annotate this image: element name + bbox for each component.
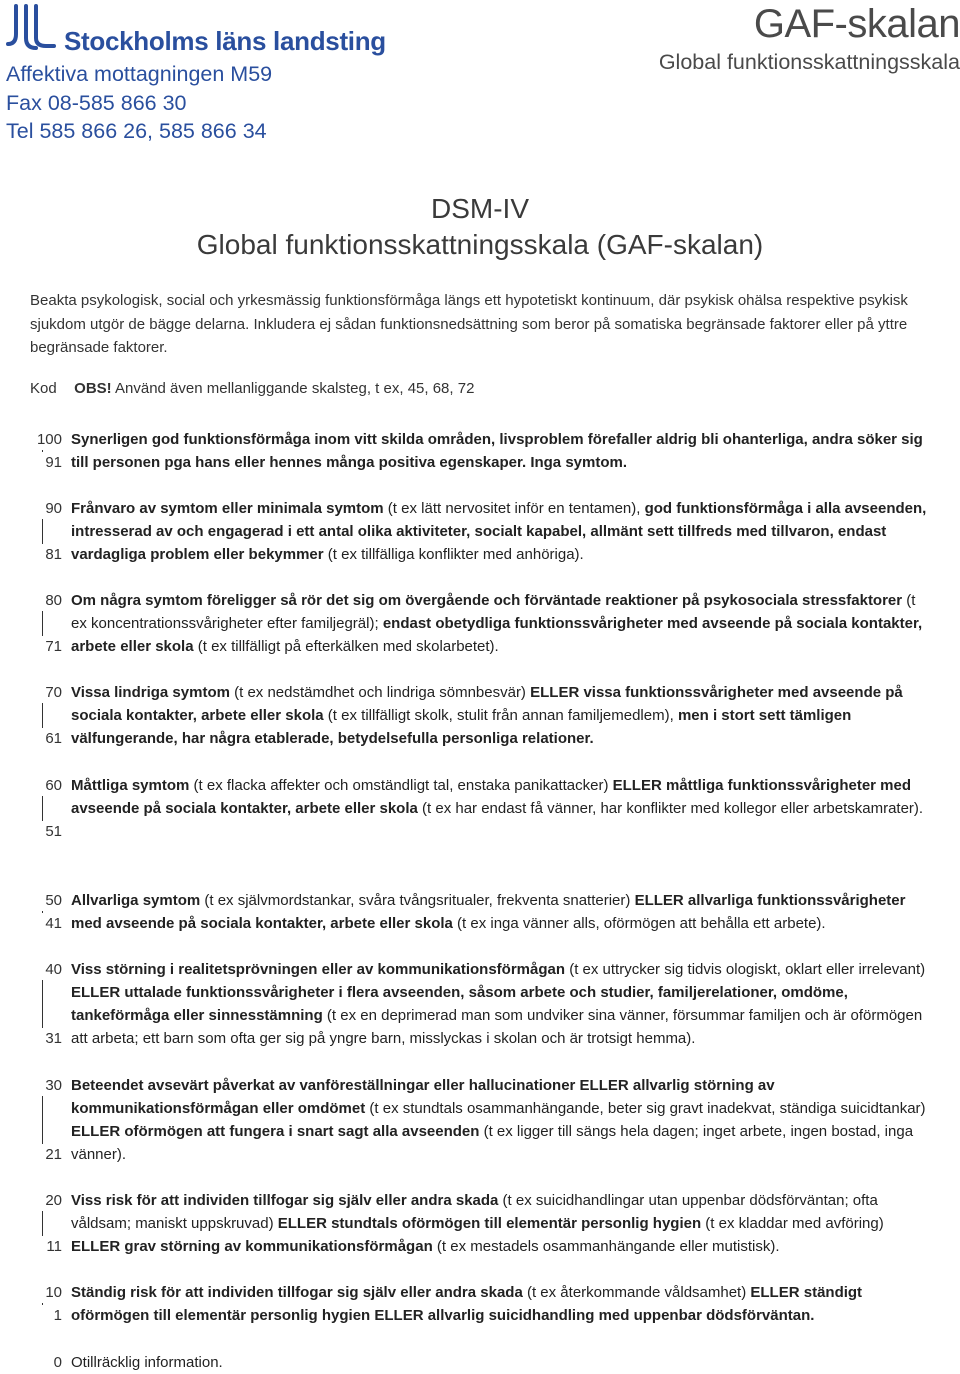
code-high: 60 xyxy=(45,777,62,794)
gaf-section xyxy=(0,958,960,1050)
description-bold-text: Vissa lindriga symtom xyxy=(71,684,230,701)
code-description xyxy=(71,1351,933,1374)
heading-scale: Global funktionsskattningsskala (GAF-skalan) xyxy=(196,229,764,260)
code-range xyxy=(0,1281,62,1327)
description-bold-text: ELLER uttalade funktionssvårigheter i flera avseenden, såsom arbete och studier, familjerelationer, omdöme, tankeförmåga eller sinnesstämning xyxy=(71,984,848,1024)
code-range-line xyxy=(42,450,43,452)
description-text: (t ex kladdar med avföring) xyxy=(701,1215,884,1232)
code-low: 31 xyxy=(45,1030,62,1047)
gaf-section xyxy=(0,589,960,658)
gaf-section xyxy=(0,1281,960,1327)
obs-text: Använd även mellanliggande skalsteg, t ex, 45, 68, 72 xyxy=(111,380,475,397)
code-range xyxy=(0,889,62,935)
description-text: (t ex ligger till sängs hela dagen; inget arbete, ingen bostad, inga vänner). xyxy=(71,1123,914,1163)
description-text: (t ex inga vänner alls, oförmögen att behålla ett arbete). xyxy=(452,915,826,932)
code-high: 100 xyxy=(36,431,62,448)
code-range xyxy=(0,497,62,566)
code-high: 80 xyxy=(45,592,62,609)
description-bold-text: Beteendet avsevärt påverkat av vanföreställningar eller hallucinationer ELLER allvarlig störning av kommunikationsförmågan eller omdömet xyxy=(71,1077,775,1117)
description-text: (t ex uttrycker sig tidvis ologiskt, oklart eller irrelevant) xyxy=(565,961,926,978)
description-bold-text: ELLER måttliga funktionssvårigheter med avseende på sociala kontakter, arbete eller skola xyxy=(71,777,912,817)
description-bold-text: ELLER oförmögen att fungera i snart sagt alla avseenden xyxy=(71,1123,480,1140)
code-range-line xyxy=(42,980,43,1028)
description-bold-text: Ständig risk för att individen tillfogar sig själv eller andra skada xyxy=(71,1284,523,1301)
description-bold-text: Synerligen god funktionsförmåga inom vitt skilda områden, livsproblem förefaller aldrig bli ohanterliga, andra söker sig till personen pga hans eller hennes många positiva egenskaper. Inga symtom. xyxy=(71,431,923,471)
code-low: 41 xyxy=(45,915,62,932)
code-column-label: Kod xyxy=(30,380,57,397)
description-bold-text: Frånvaro av symtom eller minimala symtom xyxy=(71,500,384,517)
gaf-section xyxy=(0,889,960,935)
description-bold-text: ELLER grav störning av kommunikationsförmågan xyxy=(71,1238,433,1255)
code-range-line xyxy=(42,519,43,544)
code-description xyxy=(71,1189,933,1258)
logo-text: Stockholms läns landsting xyxy=(64,26,386,56)
code-description xyxy=(71,428,933,474)
description-text: (t ex tillfälliga konflikter med anhöriga). xyxy=(323,546,584,563)
description-text: (t ex flacka affekter och omständligt tal, enstaka panikattacker) xyxy=(189,777,613,794)
code-description xyxy=(71,681,933,750)
code-high: 70 xyxy=(45,684,62,701)
description-text: (t ex självmordstankar, svåra tvångsritualer, frekventa snatterier) xyxy=(200,892,635,909)
description-bold-text: Viss risk för att individen tillfogar sig själv eller andra skada xyxy=(71,1192,499,1209)
code-high: 50 xyxy=(45,892,62,909)
gaf-section xyxy=(0,1074,960,1166)
description-text: (t ex har endast få vänner, har konflikter med kollegor eller arbetskamrater). xyxy=(417,800,924,817)
code-description xyxy=(71,497,933,566)
description-bold-text: Allvarliga symtom xyxy=(71,892,201,909)
code-high: 0 xyxy=(53,1354,62,1371)
code-range-line xyxy=(42,1303,43,1305)
code-high: 40 xyxy=(45,961,62,978)
description-text: (t ex tillfälligt skolk, stulit från annan familjemedlem), xyxy=(323,707,678,724)
description-bold-text: ELLER ständigt oförmögen till elementär personlig hygien ELLER allvarlig suicidhandling med uppenbar dödsförväntan. xyxy=(71,1284,863,1324)
logo xyxy=(6,4,386,56)
description-bold-text: endast obetydliga funktionssvårigheter med avseende på sociala kontakter, arbete eller skola xyxy=(71,615,923,655)
code-low: 81 xyxy=(45,546,62,563)
code-range-line xyxy=(42,1096,43,1144)
code-low: 91 xyxy=(45,454,62,471)
code-description xyxy=(71,1074,933,1166)
code-range xyxy=(0,774,62,843)
code-description xyxy=(71,589,933,658)
code-low: 1 xyxy=(53,1307,62,1324)
heading-dsm: DSM-IV xyxy=(431,193,529,224)
description-text: (t ex tillfälligt på efterkälken med skolarbetet). xyxy=(193,638,499,655)
description-bold-text: men i stort sett tämligen välfungerande, har några etablerade, betydelsefulla personliga relationer. xyxy=(71,707,852,747)
code-range xyxy=(0,1074,62,1166)
gaf-section xyxy=(0,497,960,566)
code-range xyxy=(0,1351,62,1373)
obs-label: OBS! xyxy=(74,380,112,397)
intro-paragraph: Beakta psykologisk, social och yrkesmässig funktionsförmåga längs ett hypotetiskt kontinuum, där psykisk ohälsa respektive psykisk sjukdom utgör de bägge delarna. Inkludera ej sådan funktionsnedsättning som beror på somatiska begränsade faktorer eller på yttre begränsade faktorer. xyxy=(30,292,908,356)
description-text: (t ex suicidhandlingar utan uppenbar dödsförväntan; ofta våldsam; maniskt uppskruvad) xyxy=(71,1192,878,1232)
code-range xyxy=(0,1189,62,1258)
code-low: 71 xyxy=(45,638,62,655)
gaf-section xyxy=(0,774,960,843)
gaf-section xyxy=(0,1351,960,1373)
description-bold-text: ELLER vissa funktionssvårigheter med avseende på sociala kontakter, arbete eller skola xyxy=(71,684,903,724)
document-subtitle: Global funktionsskattningsskala xyxy=(658,50,960,74)
contact-fax: Fax 08-585 866 30 xyxy=(6,90,187,115)
description-text: (t ex en deprimerad man som undviker sina vänner, försummar familjen och är oförmögen att arbeta; ett barn som ofta ger sig på yngre barn, misslyckas i skolan och är trotsigt hemma). xyxy=(71,1007,923,1047)
code-range xyxy=(0,589,62,658)
contact-clinic: Affektiva mottagningen M59 xyxy=(6,62,273,86)
document-title: GAF-skalan xyxy=(753,2,960,46)
code-low: 51 xyxy=(45,823,62,840)
code-range xyxy=(0,428,62,474)
description-bold-text: god funktionsförmåga i alla avseenden, intresserad av och engagerad i ett antal olika aktiviteter, socialt kapabel, allmänt sett tillfreds med tillvaron, endast vardagliga problem eller bekymmer xyxy=(71,500,927,563)
description-text: (t ex nedstämdhet och lindriga sömnbesvär) xyxy=(229,684,531,701)
gaf-section xyxy=(0,681,960,750)
description-bold-text: Måttliga symtom xyxy=(71,777,190,794)
code-description xyxy=(71,958,933,1050)
description-text: Otillräcklig information. xyxy=(71,1354,223,1371)
description-bold-text: ELLER stundtals oförmögen till elementär personlig hygien xyxy=(277,1215,702,1232)
code-range xyxy=(0,958,62,1050)
description-bold-text: Viss störning i realitetsprövningen eller av kommunikationsförmågan xyxy=(71,961,566,978)
code-description xyxy=(71,889,933,935)
code-range xyxy=(0,681,62,750)
code-range-line xyxy=(42,611,43,636)
code-low: 21 xyxy=(45,1146,62,1163)
code-high: 10 xyxy=(45,1284,62,1301)
code-description xyxy=(71,1281,933,1327)
code-range-line xyxy=(42,796,43,821)
code-header-row xyxy=(30,380,474,397)
code-range-line xyxy=(42,911,43,913)
gaf-section xyxy=(0,428,960,474)
logo-mark-icon xyxy=(6,4,58,52)
description-text: (t ex lätt nervositet inför en tentamen), xyxy=(383,500,645,517)
contact-phone: Tel 585 866 26, 585 866 34 xyxy=(6,119,267,143)
description-text: (t ex stundtals osammanhängande, beter sig gravt inadekvat, ständiga suicidtankar) xyxy=(365,1100,926,1117)
code-description xyxy=(71,774,933,820)
code-low: 61 xyxy=(45,730,62,747)
code-high: 20 xyxy=(45,1192,62,1209)
description-text: (t ex koncentrationssvårigheter efter familjegräl); xyxy=(71,592,916,632)
description-text: (t ex återkommande våldsamhet) xyxy=(522,1284,751,1301)
code-range-line xyxy=(42,703,43,728)
code-low: 11 xyxy=(46,1238,62,1255)
description-bold-text: Om några symtom föreligger så rör det sig om övergående och förväntade reaktioner på psykosociala stressfaktorer xyxy=(71,592,903,609)
contact-info xyxy=(6,60,272,146)
code-range-line xyxy=(42,1211,43,1236)
gaf-section xyxy=(0,1189,960,1258)
code-high: 30 xyxy=(45,1077,62,1094)
description-bold-text: ELLER allvarliga funktionssvårigheter med avseende på sociala kontakter, arbete eller skola xyxy=(71,892,906,932)
code-high: 90 xyxy=(45,500,62,517)
description-text: (t ex mestadels osammanhängande eller mutistisk). xyxy=(432,1238,780,1255)
